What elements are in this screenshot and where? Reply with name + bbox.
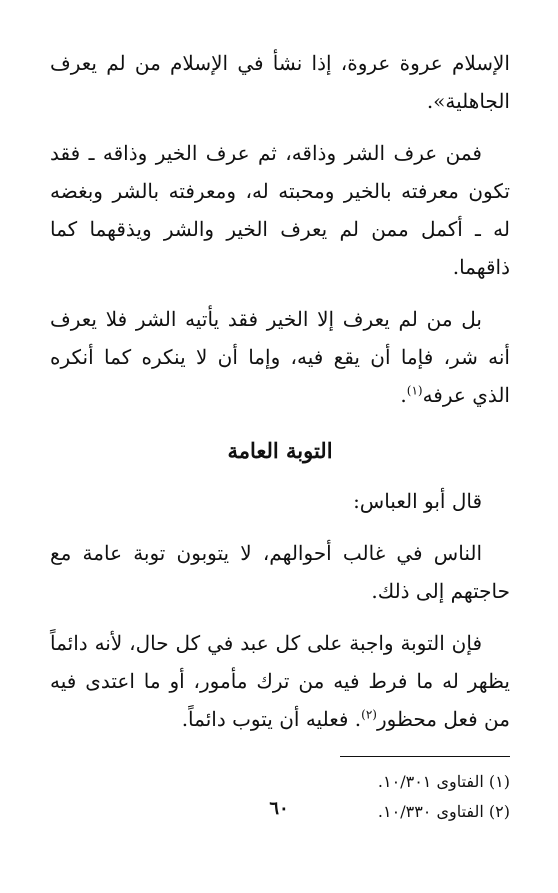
- paragraph-6-end: . فعليه أن يتوب دائماً.: [181, 707, 362, 731]
- paragraph-3-end: .: [400, 383, 407, 407]
- paragraph-4: قال أبو العباس:: [353, 489, 482, 513]
- footnote-2: (٢) الفتاوى ١٠/٣٣٠.: [377, 802, 510, 821]
- page-number: ٦٠: [269, 798, 289, 819]
- paragraph-3: [50, 300, 510, 414]
- footnote-ref-2[interactable]: (٢): [361, 707, 377, 722]
- section-heading: التوبة العامة: [227, 438, 333, 463]
- paragraph-1: الإسلام عروة عروة، إذا نشأ في الإسلام من لم يعرف الجاهلية».: [50, 51, 510, 113]
- footnote-ref-1[interactable]: (١): [406, 383, 423, 398]
- paragraph-6-text: فإن التوبة واجبة على كل عبد في كل حال، لأنه دائماً يظهر له ما فرط فيه من ترك مأمور، أو ما اعتدى فيه من فعل محظور: [50, 631, 510, 731]
- paragraph-5: الناس في غالب أحوالهم، لا يتوبون توبة عامة مع حاجتهم إلى ذلك.: [50, 541, 510, 603]
- paragraph-3-text: بل من لم يعرف إلا الخير فقد يأتيه الشر فلا يعرف أنه شر، فإما أن يقع فيه، وإما أن لا ينكره كما أنكره الذي عرفه: [50, 307, 510, 407]
- page-body: [50, 44, 510, 827]
- footnote-1: (١) الفتاوى ١٠/٣٠١.: [377, 772, 510, 791]
- footnote-separator: [340, 756, 510, 757]
- paragraph-6: [50, 624, 510, 738]
- paragraph-2: فمن عرف الشر وذاقه، ثم عرف الخير وذاقه ـ فقد تكون معرفته بالخير ومحبته له، ومعرفته بالشر وبغضه له ـ أكمل ممن لم يعرف الخير والشر ويذقهما كما ذاقهما.: [50, 141, 510, 279]
